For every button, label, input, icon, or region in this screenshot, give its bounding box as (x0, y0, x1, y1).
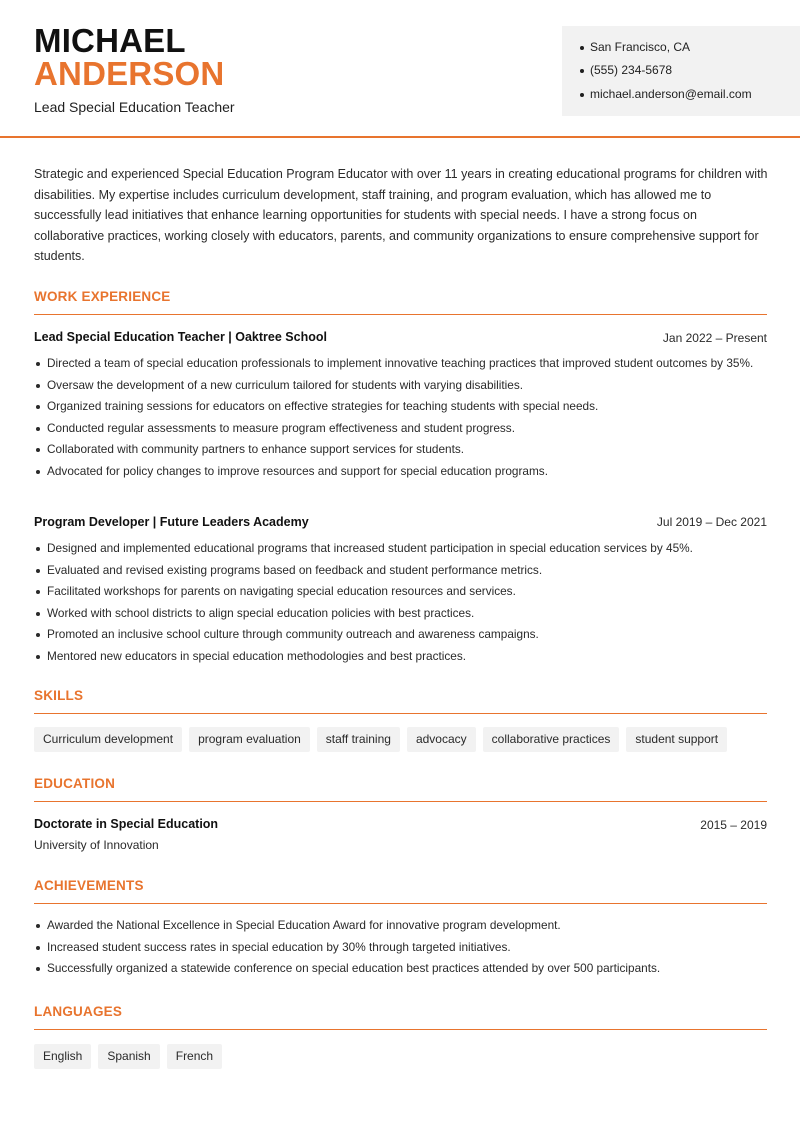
language-chip: French (167, 1044, 222, 1069)
list-item: Successfully organized a statewide conference on special education best practices attended by over 500 participants. (34, 960, 768, 977)
list-item: Collaborated with community partners to enhance support services for students. (34, 441, 768, 458)
section-work-experience: WORK EXPERIENCE (34, 289, 767, 315)
list-item: Facilitated workshops for parents on navigating special education resources and services. (34, 583, 768, 600)
skill-chip: collaborative practices (483, 727, 620, 752)
education-school: University of Innovation (34, 838, 159, 852)
section-languages: LANGUAGES (34, 1004, 767, 1030)
job-dates: Jan 2022 – Present (662, 331, 767, 345)
list-item: Mentored new educators in special education methodologies and best practices. (34, 648, 768, 665)
first-name: MICHAEL (34, 22, 186, 59)
list-item: Advocated for policy changes to improve resources and support for special education programs. (34, 463, 768, 480)
list-item: Promoted an inclusive school culture through community outreach and awareness campaigns. (34, 626, 768, 643)
job-dates: Jul 2019 – Dec 2021 (656, 515, 767, 529)
language-chip: Spanish (98, 1044, 159, 1069)
list-item: Worked with school districts to align special education policies with best practices. (34, 605, 768, 622)
list-item: Designed and implemented educational programs that increased student participation in special education services by 45%. (34, 540, 768, 557)
contact-box (562, 26, 800, 116)
job-title: Lead Special Education Teacher | Oaktree School (34, 330, 327, 344)
resume-header (0, 0, 800, 138)
education-degree: Doctorate in Special Education (34, 817, 219, 831)
job-bullets (34, 540, 768, 669)
list-item: Oversaw the development of a new curriculum tailored for students with varying disabilities. (34, 377, 768, 394)
summary-paragraph: Strategic and experienced Special Education Program Educator with over 11 years in creating educational programs for children with disabilities. My expertise includes curriculum development, staff training, and program evaluation, which has allowed me to successfully lead initiatives that enhance learning opportunities for students with special needs. I have a strong focus on collaborative practices, working closely with educators, parents, and community organizations to ensure comprehensive support for students. (34, 167, 768, 263)
job-bullets (34, 355, 768, 484)
list-item: Awarded the National Excellence in Special Education Award for innovative program development. (34, 917, 768, 934)
achievements-list (34, 917, 768, 982)
last-name: ANDERSON (34, 55, 225, 92)
languages-list (34, 1044, 222, 1069)
section-skills: SKILLS (34, 688, 767, 714)
skill-chip: student support (626, 727, 727, 752)
skill-chip: Curriculum development (34, 727, 182, 752)
list-item: Conducted regular assessments to measure program effectiveness and student progress. (34, 420, 768, 437)
skill-chip: advocacy (407, 727, 476, 752)
list-item: Organized training sessions for educators on effective strategies for teaching students with special needs. (34, 398, 768, 415)
job-title: Program Developer | Future Leaders Academy (34, 515, 309, 529)
contact-email[interactable]: michael.anderson@email.com (590, 87, 752, 101)
list-item: Directed a team of special education professionals to implement innovative teaching practices that improved student outcomes by 35%. (34, 355, 768, 372)
job-role: Lead Special Education Teacher (34, 99, 235, 115)
skill-chip: staff training (317, 727, 400, 752)
skill-chip: program evaluation (189, 727, 310, 752)
list-item: Increased student success rates in special education by 30% through targeted initiatives. (34, 939, 768, 956)
contact-phone: (555) 234-5678 (590, 63, 673, 77)
skills-list (34, 727, 727, 752)
contact-location: San Francisco, CA (590, 40, 691, 54)
section-education: EDUCATION (34, 776, 767, 802)
list-item: Evaluated and revised existing programs based on feedback and student performance metrics. (34, 562, 768, 579)
language-chip: English (34, 1044, 91, 1069)
section-achievements: ACHIEVEMENTS (34, 878, 767, 904)
education-dates: 2015 – 2019 (700, 818, 767, 832)
